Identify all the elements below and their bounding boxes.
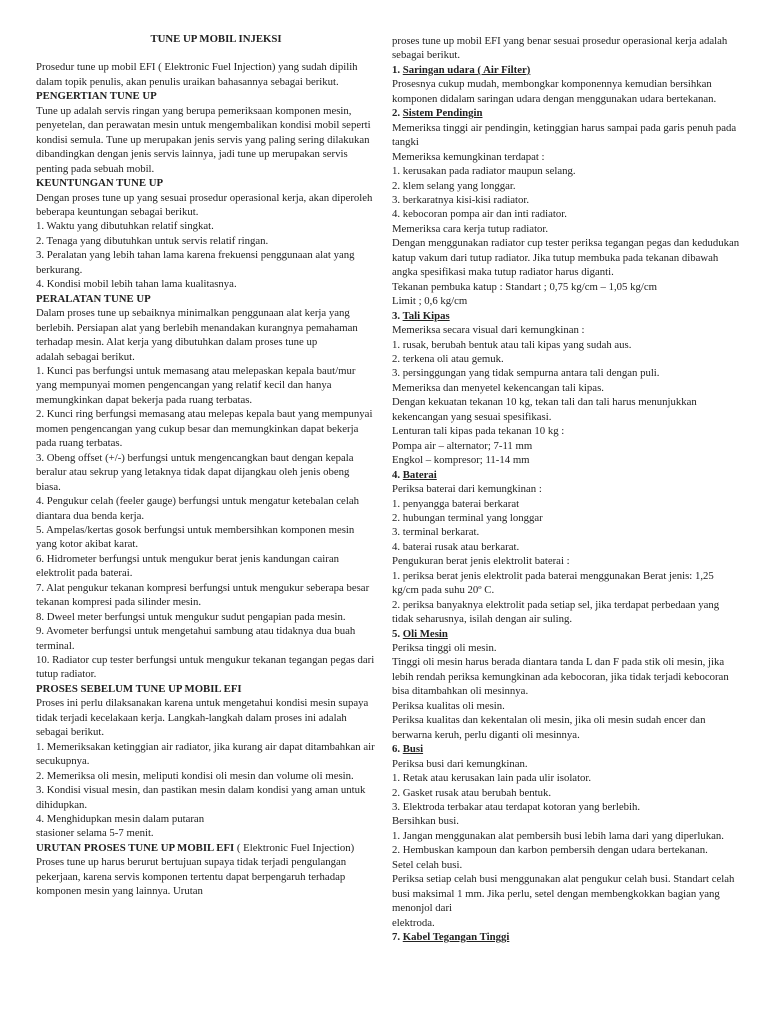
document-title: TUNE UP MOBIL INJEKSI xyxy=(150,33,282,45)
paragraph: 4. kebocoran pompa air dan inti radiator. xyxy=(392,208,567,221)
paragraph: 2. klem selang yang longgar. xyxy=(392,179,516,192)
paragraph: Periksa kualitas oli mesin. xyxy=(392,699,505,712)
paragraph: 1. Retak atau kerusakan lain pada ulir isolator. xyxy=(392,772,592,785)
subsection-number: 2. xyxy=(392,107,403,120)
paragraph: 10. Radiator cup tester berfungsi untuk mengukur tekanan tegangan pegas dari tutup radiator. xyxy=(36,654,375,681)
paragraph: proses tune up mobil EFI yang benar sesuai prosedur operasional kerja adalah sebagai berikut. xyxy=(392,35,728,62)
paragraph: 1. rusak, berubah bentuk atau tali kipas yang sudah aus. xyxy=(392,338,632,351)
paragraph: Memeriksa cara kerja tutup radiator. xyxy=(392,222,549,235)
paragraph: Proses tune up harus berurut bertujuan supaya tidak terjadi pengulangan pekerjaan, karena servis komponen tertentu dapat berpengaruh terhadap komponen mesin yang lainnya. Urutan xyxy=(36,856,347,898)
paragraph: 2. Kunci ring berfungsi memasang atau melepas kepala baut yang mempunyai momen pengencangan yang cukup besar dan memungkinkan dapat bekerja pada ruang terbatas. xyxy=(36,408,373,450)
subsection-title: Busi xyxy=(402,743,424,756)
paragraph: Dengan proses tune up yang sesuai prosedur operasional kerja, akan diperoleh beberapa keuntungan sebagai berikut. xyxy=(36,191,373,218)
paragraph: Memeriksa dan menyetel kekencangan tali kipas. xyxy=(392,381,604,394)
paragraph: 1. Waktu yang dibutuhkan relatif singkat. xyxy=(36,220,214,233)
paragraph: 1. Kunci pas berfungsi untuk memasang atau melepaskan kepala baut/mur yang mempunyai momen pengencangan yang relatif kecil dan hanya memungkinkan dapat bekerja pada ruang terbatas. xyxy=(36,364,356,406)
paragraph: 1. periksa berat jenis elektrolit pada baterai menggunakan Berat jenis: 1,25 kg/cm pada suhu 20º C. xyxy=(392,569,714,597)
paragraph: 3. Elektroda terbakar atau terdapat kotoran yang berlebih. xyxy=(392,801,641,814)
paragraph: Dengan menggunakan radiator cup tester periksa tegangan pegas dan kedudukan katup vakum dari tutup radiator. Jika tutup membuka pada tekanan dibawah angka spesifikasi maka tutup radiator harus diganti. xyxy=(392,237,740,279)
paragraph: 2. Gasket rusak atau berubah bentuk. xyxy=(392,786,552,799)
paragraph: 3. persinggungan yang tidak sempurna antara tali dengan puli. xyxy=(392,367,660,380)
paragraph: 9. Avometer berfungsi untuk mengetahui sambung atau tidaknya dua buah terminal. xyxy=(36,625,356,652)
paragraph: 3. Peralatan yang lebih tahan lama karena frekuensi penggunaan alat yang berkurang. xyxy=(36,249,355,276)
subsection-number: 5. xyxy=(392,627,403,640)
paragraph: Prosesnya cukup mudah, membongkar komponennya kemudian bersihkan komponen didalam saringan udara dengan menggunakan udara bertekanan. xyxy=(392,78,717,105)
subsection-number: 3. xyxy=(392,309,403,322)
paragraph: Periksa setiap celah busi menggunakan alat pengukur celah busi. Standart celah busi maksimal 1 mm. Jika perlu, setel dengan membengkokkan bagian yang menonjol dari xyxy=(392,873,735,915)
paragraph: 2. terkena oli atau gemuk. xyxy=(392,352,504,365)
paragraph: 4. Pengukur celah (feeler gauge) berfungsi untuk mengatur ketebalan celah diantara dua benda kerja. xyxy=(36,495,359,522)
paragraph: Tinggi oli mesin harus berada diantara tanda L dan F pada stik oli mesin, jika lebih rendah periksa kemungkinan ada kebocoran, jika tidak terjadi kebocoran bisa ditambahkan oli mesinnya. xyxy=(392,656,729,698)
subsection-number: 6. xyxy=(392,743,403,756)
paragraph: Proses ini perlu dilaksanakan karena untuk mengetahui kondisi mesin supaya tidak terjadi kecelakaan kerja. Langkah-langkah dalam proses ini adalah sebagai berikut. xyxy=(36,697,369,739)
subsection-title: Kabel Tegangan Tinggi xyxy=(402,931,510,944)
paragraph: 3. Kondisi visual mesin, dan pastikan mesin dalam kondisi yang aman untuk dihidupkan. xyxy=(36,784,366,811)
subsection-title: Sistem Pendingin xyxy=(402,107,483,120)
subsection-heading xyxy=(392,742,742,756)
paragraph: Memeriksa tinggi air pendingin, ketinggian harus sampai pada garis penuh pada tangki xyxy=(392,121,737,149)
paragraph: Periksa baterai dari kemungkinan : xyxy=(392,483,542,496)
subsection-heading xyxy=(392,930,742,944)
paragraph: 4. Kondisi mobil lebih tahan lama kualitasnya. xyxy=(36,278,237,291)
paragraph: 2. Hembuskan kampoun dan karbon pembersih dengan udara bertekanan. xyxy=(392,844,708,857)
subsection-title: Baterai xyxy=(402,468,437,481)
paragraph: elektroda. xyxy=(392,916,435,929)
section-heading-suffix: ( Elektronic Fuel Injection) xyxy=(234,841,355,854)
section-heading xyxy=(36,841,376,855)
paragraph: 1. kerusakan pada radiator maupun selang. xyxy=(392,165,576,178)
paragraph: Setel celah busi. xyxy=(392,858,463,871)
paragraph: Periksa busi dari kemungkinan. xyxy=(392,757,528,770)
paragraph: 4. Menghidupkan mesin dalam putaran xyxy=(36,813,205,826)
subsection-title: Tali Kipas xyxy=(402,309,450,322)
subsection-heading xyxy=(392,63,742,77)
subsection-heading xyxy=(392,627,742,641)
paragraph: Prosedur tune up mobil EFI ( Elektronic Fuel Injection) yang sudah dipilih dalam topik penulis, akan penulis uraikan bahasannya sebagai berikut. xyxy=(36,61,358,88)
paragraph: Engkol – kompresor; 11-14 mm xyxy=(392,454,530,467)
paragraph: 6. Hidrometer berfungsi untuk mengukur berat jenis kandungan cairan elektrolit pada baterai. xyxy=(36,552,339,580)
section-heading: PERALATAN TUNE UP xyxy=(36,292,151,305)
paragraph: Periksa tinggi oli mesin. xyxy=(392,642,497,655)
paragraph: adalah sebagai berikut. xyxy=(36,350,135,363)
paragraph: 3. Obeng offset (+/-) berfungsi untuk mengencangkan baut dengan kepala beralur atau sekrup yang letaknya tidak dapat dijangkau oleh jenis obeng biasa. xyxy=(36,451,354,493)
section-heading: PENGERTIAN TUNE UP xyxy=(36,90,157,103)
paragraph: Pompa air – alternator; 7-11 mm xyxy=(392,439,533,452)
paragraph: 8. Dweel meter berfungsi untuk mengukur sudut pengapian pada mesin. xyxy=(36,610,346,623)
paragraph: 7. Alat pengukur tekanan kompresi berfungsi untuk mengukur seberapa besar tekanan kompresi pada silinder mesin. xyxy=(36,581,370,609)
subsection-heading xyxy=(392,106,742,120)
subsection-heading xyxy=(392,309,742,323)
subsection-heading xyxy=(392,468,742,482)
subsection-number: 7. xyxy=(392,931,403,944)
paragraph: 1. Memeriksakan ketinggian air radiator, jika kurang air dapat ditambahkan air secukupnya. xyxy=(36,740,375,768)
paragraph: Tune up adalah servis ringan yang berupa pemeriksaan komponen mesin, penyetelan, dan perawatan mesin untuk mengembalikan kondisi mobil seperti kondisi semula. Tune up merupakan jenis servis yang paling sering dilakukan dibandingkan dengan jenis servis lainnya, jadi tune up merupakan servis penting pada sebuah mobil. xyxy=(36,104,371,175)
paragraph: Bersihkan busi. xyxy=(392,815,459,828)
paragraph: Limit ; 0,6 kg/cm xyxy=(392,295,468,308)
section-heading: KEUNTUNGAN TUNE UP xyxy=(36,177,164,190)
subsection-title: Saringan udara ( Air Filter) xyxy=(402,63,531,76)
section-heading-bold: URUTAN PROSES TUNE UP MOBIL EFI xyxy=(36,841,235,854)
paragraph: 3. berkaratnya kisi-kisi radiator. xyxy=(392,193,530,206)
subsection-title: Oli Mesin xyxy=(402,627,448,640)
left-column-body xyxy=(36,60,376,898)
paragraph: Memeriksa secara visual dari kemungkinan : xyxy=(392,324,585,337)
subsection-number: 4. xyxy=(392,468,403,481)
right-column xyxy=(392,34,742,945)
paragraph: Dalam proses tune up sebaiknya minimalkan penggunaan alat kerja yang berlebih. Persiapan alat yang berlebih menandakan kurangnya pemahaman terhadap mesin. Alat kerja yang dibutuhkan dalam proses tune up xyxy=(36,307,358,349)
paragraph: 2. Memeriksa oli mesin, meliputi kondisi oli mesin dan volume oli mesin. xyxy=(36,769,354,782)
paragraph: Periksa kualitas dan kekentalan oli mesin, jika oli mesin sudah encer dan berwarna keruh, perlu diganti oli mesinnya. xyxy=(392,714,706,741)
paragraph: 3. terminal berkarat. xyxy=(392,526,480,539)
paragraph: Tekanan pembuka katup : Standart ; 0,75 kg/cm – 1,05 kg/cm xyxy=(392,280,657,293)
paragraph: Memeriksa kemungkinan terdapat : xyxy=(392,150,545,163)
paragraph: Pengukuran berat jenis elektrolit baterai : xyxy=(392,555,570,568)
paragraph: 2. periksa banyaknya elektrolit pada setiap sel, jika terdapat perbedaan yang tidak seharusnya, isilah dengan air suling. xyxy=(392,598,720,626)
right-column-body xyxy=(392,34,742,945)
paragraph: 2. Tenaga yang dibutuhkan untuk servis relatif ringan. xyxy=(36,234,269,247)
paragraph: Lenturan tali kipas pada tekanan 10 kg : xyxy=(392,425,565,438)
subsection-number: 1. xyxy=(392,63,403,76)
paragraph: 1. Jangan menggunakan alat pembersih busi lebih lama dari yang diperlukan. xyxy=(392,829,724,842)
section-heading: PROSES SEBELUM TUNE UP MOBIL EFI xyxy=(36,682,242,695)
paragraph: 5. Ampelas/kertas gosok berfungsi untuk membersihkan komponen mesin yang kotor akibat karat. xyxy=(36,523,355,551)
paragraph: 2. hubungan terminal yang longgar xyxy=(392,511,543,524)
paragraph: Dengan kekuatan tekanan 10 kg, tekan tali dan tali harus menunjukkan kekencangan yang sesuai spesifikasi. xyxy=(392,396,697,423)
left-column xyxy=(36,32,376,899)
paragraph: stasioner selama 5-7 menit. xyxy=(36,827,154,840)
paragraph: 4. baterai rusak atau berkarat. xyxy=(392,540,520,553)
paragraph: 1. penyangga baterai berkarat xyxy=(392,497,520,510)
